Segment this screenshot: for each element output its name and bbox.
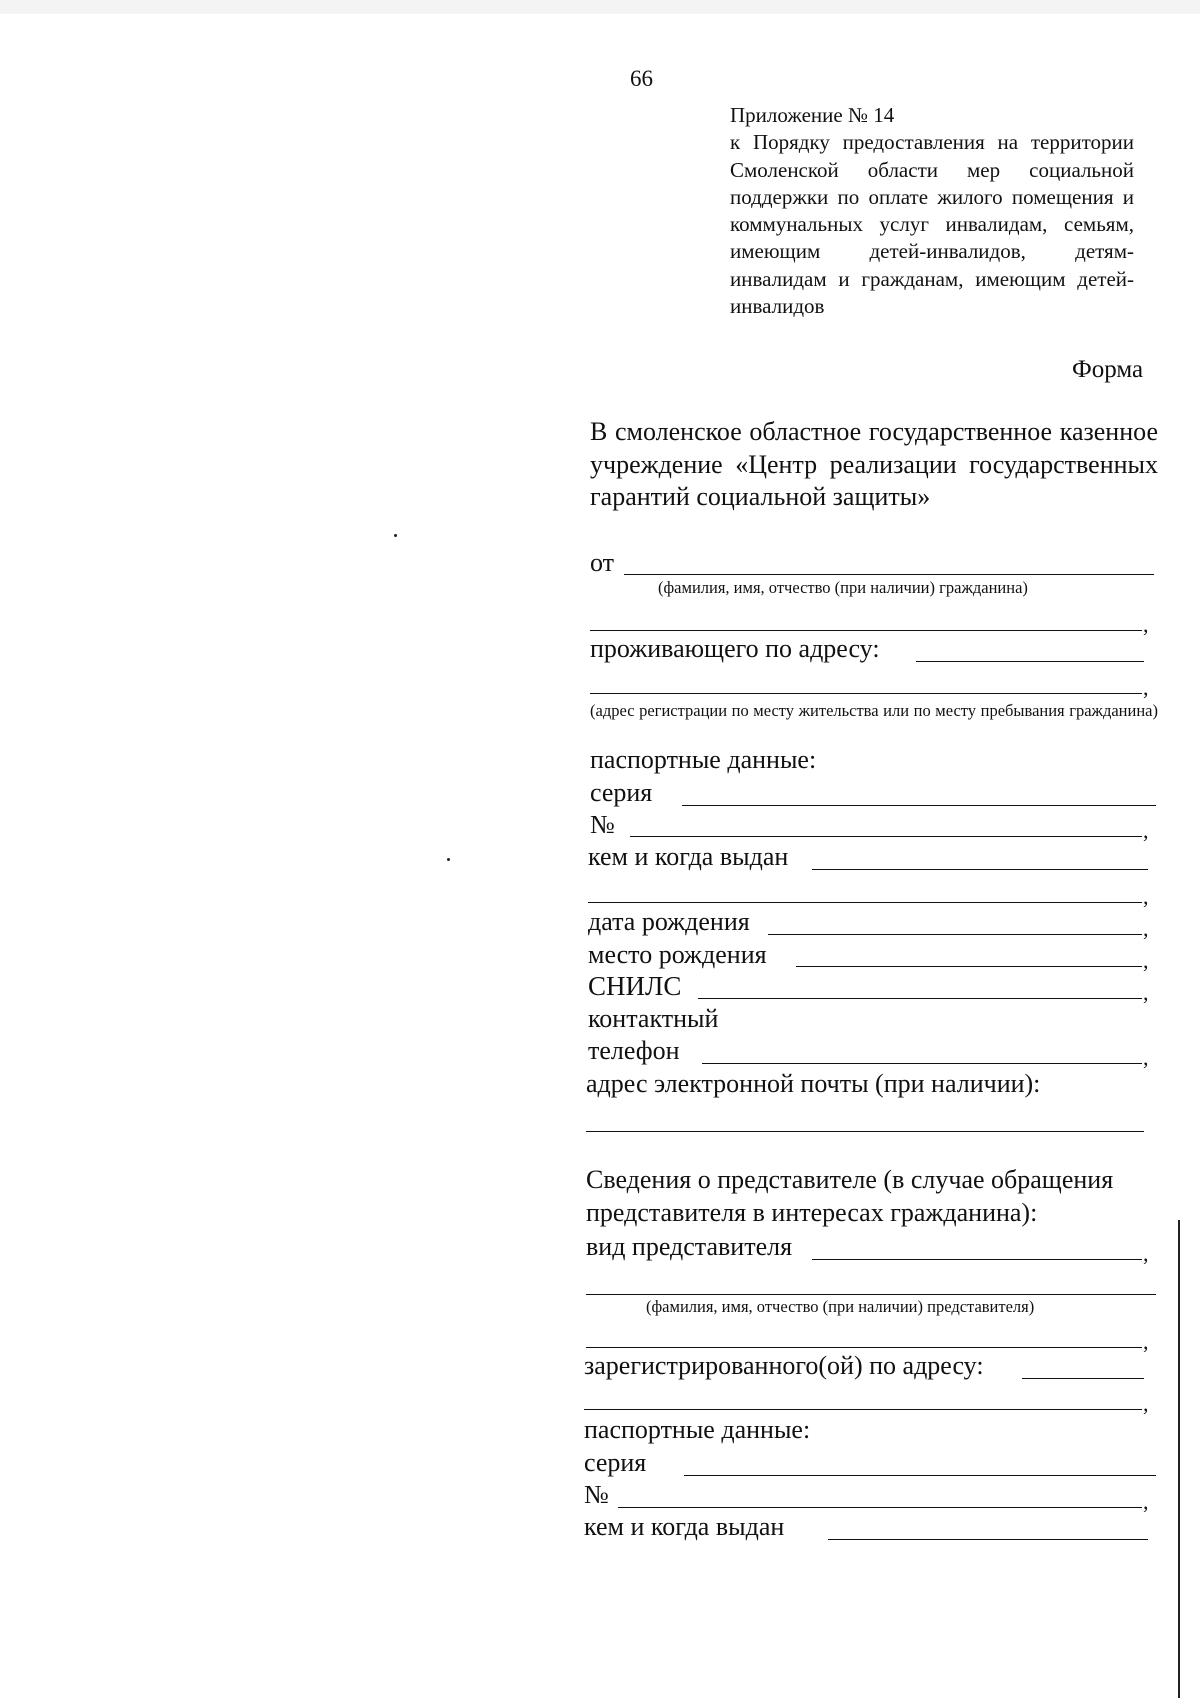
rep-series-label: серия (584, 1448, 647, 1477)
phone-field[interactable] (702, 1063, 1142, 1064)
rep-registered-field-2[interactable] (584, 1409, 1142, 1410)
residing-label: проживающего по адресу: (590, 634, 880, 663)
passport-series-field[interactable] (682, 805, 1156, 806)
residing-address-field[interactable] (916, 661, 1144, 662)
page-number: 66 (630, 66, 653, 91)
rep-number-label: № (584, 1480, 609, 1509)
scan-speck (447, 858, 450, 861)
scan-speck (394, 534, 397, 537)
appendix-text: к Порядку предоставления на территории Смоленской области мер социальной поддержки по оплате жилого помещения и коммунальных услуг инвалидам, семьям, имеющим детей-инвалидов, детям-инвалидам и гражданам, имеющим детей-инвалидов (730, 130, 1134, 319)
comma: , (1143, 1045, 1149, 1070)
comma: , (1143, 1391, 1149, 1416)
phone-label: телефон (588, 1036, 680, 1065)
comma: , (1143, 612, 1149, 637)
comma: , (1143, 1329, 1149, 1354)
rep-passport-series-field[interactable] (684, 1475, 1156, 1476)
addressee: В смоленское областное государственное казенное учреждение «Центр реализации государственных гарантий социальной защиты» (590, 417, 1158, 511)
comma: , (1143, 818, 1149, 843)
contact-label: контактный (588, 1004, 719, 1033)
passport-issued-field-2[interactable] (588, 902, 1142, 903)
issued-label: кем и когда выдан (588, 842, 789, 871)
number-label: № (590, 810, 615, 839)
rep-passport-issued-field[interactable] (828, 1539, 1148, 1540)
email-field[interactable] (586, 1131, 1144, 1132)
scan-right-edge (1178, 1220, 1180, 1698)
form-label: Форма (1072, 356, 1144, 383)
passport-number-field[interactable] (630, 836, 1142, 837)
birth-place-label: место рождения (588, 940, 767, 969)
representative-section: Сведения о представителе (в случае обращения представителя в интересах гражданина): (586, 1165, 1114, 1227)
rep-fio-field-2[interactable] (586, 1347, 1142, 1348)
rep-registered-label: зарегистрированного(ой) по адресу: (584, 1351, 984, 1380)
snils-label: СНИЛС (588, 971, 682, 1001)
rep-issued-label: кем и когда выдан (584, 1512, 785, 1541)
birth-date-field[interactable] (768, 934, 1142, 935)
birth-place-field[interactable] (796, 966, 1142, 967)
comma: , (1143, 980, 1149, 1005)
comma: , (1143, 948, 1149, 973)
passport-issued-field[interactable] (812, 869, 1148, 870)
address-hint: (адрес регистрации по месту жительства или по месту пребывания гражданина) (590, 701, 1158, 720)
comma: , (1143, 916, 1149, 941)
snils-field[interactable] (698, 998, 1142, 999)
appendix-block (730, 102, 1134, 320)
rep-registered-field[interactable] (1022, 1378, 1144, 1379)
comma: , (1143, 1489, 1149, 1514)
applicant-fio-field[interactable] (624, 574, 1154, 575)
scan-top-edge (0, 0, 1200, 14)
from-label: от (590, 548, 615, 577)
applicant-fio-hint: (фамилия, имя, отчество (при наличии) гражданина) (658, 578, 1028, 597)
comma: , (1143, 1241, 1149, 1266)
rep-type-label: вид представителя (586, 1232, 793, 1261)
comma: , (1143, 884, 1149, 909)
birth-date-label: дата рождения (588, 907, 750, 936)
rep-fio-field[interactable] (586, 1294, 1156, 1295)
rep-passport-label: паспортные данные: (584, 1415, 811, 1444)
appendix-title: Приложение № 14 (730, 103, 895, 127)
passport-label: паспортные данные: (590, 745, 817, 774)
comma: , (1143, 675, 1149, 700)
rep-fio-hint: (фамилия, имя, отчество (при наличии) представителя) (646, 1297, 1035, 1316)
email-label: адрес электронной почты (при наличии): (586, 1069, 1041, 1098)
rep-type-field[interactable] (812, 1259, 1142, 1260)
rep-passport-number-field[interactable] (618, 1507, 1142, 1508)
residing-address-field-2[interactable] (590, 693, 1142, 694)
series-label: серия (590, 778, 653, 807)
applicant-fio-field-2[interactable] (590, 630, 1142, 631)
